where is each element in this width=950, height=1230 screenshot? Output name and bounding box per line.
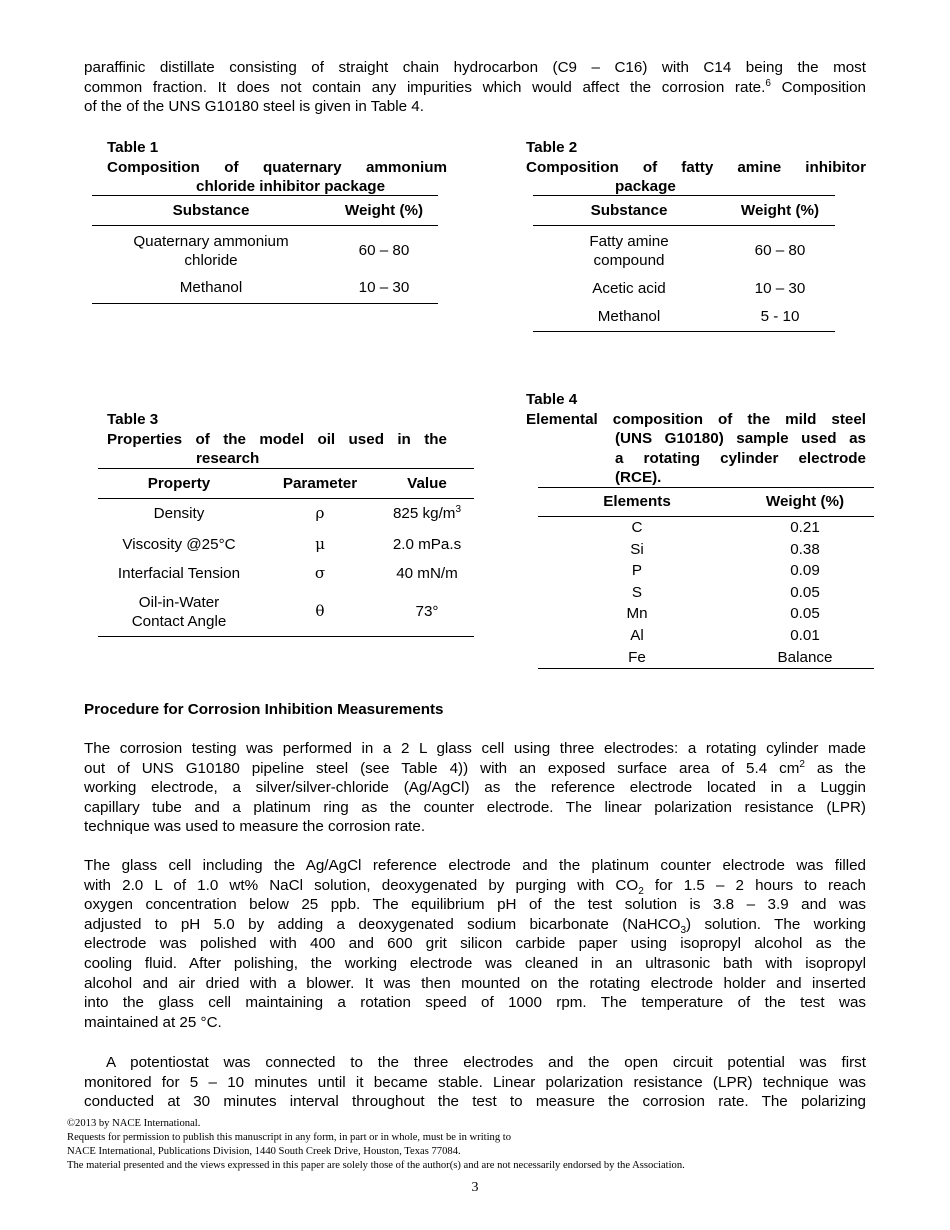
table-row: [538, 603, 874, 625]
table-cell: 0.05: [790, 583, 820, 601]
table-cell: 825 $kg/m^3$: [392, 504, 462, 523]
table-header-cell: Weight (%): [740, 201, 820, 219]
table-header-cell: Value: [407, 474, 447, 492]
table-header-cell: Weight (%): [344, 201, 424, 219]
paragraph-line: out of UNS G10180 pipeline steel (see Table 4)) with an exposed surface area of 5.4 $cm^2$ as the: [84, 758, 866, 777]
footer-line: NACE International, Publications Division, 1440 South Creek Drive, Houston, Texas 77084.: [67, 1146, 461, 1157]
table-cell: 0.21: [790, 519, 820, 536]
table-row: [533, 226, 835, 274]
table-cell: Balance: [777, 648, 833, 666]
paragraph-line: into the glass cell maintaining a rotation speed of 1000 rpm. The temperature of the test was: [84, 994, 866, 1012]
paragraph-line: technique was used to measure the corrosion rate.: [84, 818, 426, 836]
table-1-label: Table 1: [107, 139, 159, 156]
page-number: 3: [471, 1180, 479, 1195]
table-row: [538, 582, 874, 604]
paragraph-line: A potentiostat was connected to the three electrodes and the open circuit potential was first: [106, 1054, 866, 1071]
table-cell: Density: [153, 505, 205, 523]
table-4-caption-line-2: (UNS G10180) sample used as: [615, 430, 866, 448]
table-2: [533, 195, 835, 332]
table-row: [533, 274, 835, 304]
table-row: [98, 589, 474, 637]
table-cell: θ: [315, 602, 325, 621]
table-2-caption: [526, 138, 866, 197]
table-1-caption-line-2: chloride inhibitor package: [196, 178, 386, 196]
table-cell: S: [631, 583, 643, 601]
table-cell: Methanol: [597, 308, 661, 326]
table-header-row: [538, 488, 874, 517]
table-cell: 2.0 mPa.s: [392, 535, 462, 553]
table-cell: 73°: [415, 603, 439, 621]
paragraph-line: capillary tube and a platinum ring as the counter electrode. The linear polarization resistance (LPR): [84, 798, 866, 816]
intro-line-3: of the of the UNS G10180 steel is given in Table 4.: [84, 98, 424, 116]
table-row: [538, 625, 874, 647]
paragraph-line: electrode was polished with 400 and 600 grit silicon carbide paper using isopropyl alcohol as the: [84, 935, 866, 953]
footer-copyright: ©2013 by NACE International.: [67, 1118, 201, 1129]
table-row: [538, 539, 874, 561]
paragraph-line: maintained at 25 °C.: [84, 1013, 222, 1031]
table-header-row: [533, 196, 835, 226]
table-4-caption-line-1: Elemental composition of the mild steel: [526, 410, 866, 428]
table-cell: 10 – 30: [754, 279, 806, 297]
footer-line: The material presented and the views expressed in this paper are solely those of the author(s) and are not necessarily endorsed by the Association.: [67, 1160, 685, 1171]
table-cell: 0.05: [790, 605, 820, 623]
table-cell: Al: [630, 626, 644, 644]
intro-line-1: paraffinic distillate consisting of straight chain hydrocarbon (C9 – C16) with C14 being the most: [84, 59, 866, 76]
table-cell: 60 – 80: [358, 242, 410, 260]
paragraph-line: The corrosion testing was performed in a 2 L glass cell using three electrodes: a rotating cylinder made: [84, 740, 866, 757]
table-header-cell: Parameter: [282, 474, 358, 492]
table-cell: σ: [314, 564, 326, 583]
footer-line: Requests for permission to publish this manuscript in any form, in part or in whole, must be in writing to: [67, 1132, 512, 1143]
table-cell: 0.38: [790, 540, 820, 558]
table-cell: 40 mN/m: [396, 565, 458, 583]
table-row: [92, 274, 438, 304]
table-2-caption-line-1: Composition of fatty amine inhibitor: [526, 158, 866, 176]
table-header-row: [92, 196, 438, 226]
table-cell: Oil-in-Water Contact Angle: [131, 593, 227, 631]
table-cell: 60 – 80: [754, 242, 806, 260]
table-cell: C: [631, 519, 643, 536]
table-cell: Quaternary ammonium chloride: [133, 232, 289, 270]
table-1-caption: [107, 138, 447, 197]
intro-line-2: common fraction. It does not contain any impurities which would affect the corrosion rate.$^6$ Composition: [84, 77, 866, 96]
table-row: [98, 560, 474, 589]
table-3-caption-line-1: Properties of the model oil used in the: [107, 430, 447, 448]
paragraph-line: monitored for 5 – 10 minutes until it became stable. Linear polarization resistance (LPR) technique was: [84, 1073, 866, 1091]
table-row: [98, 530, 474, 560]
table-3: [98, 468, 474, 637]
table-3-label: Table 3: [107, 411, 159, 428]
table-cell: Fatty amine compound: [589, 232, 669, 270]
paragraph-line: alcohol and air dried with a blower. It was then mounted on the rotating electrode holder and inserted: [84, 974, 866, 992]
table-cell: Viscosity @25°C: [122, 535, 236, 553]
table-row: [538, 647, 874, 669]
table-cell: Interfacial Tension: [117, 565, 241, 583]
table-cell: P: [631, 562, 643, 580]
table-cell: ρ: [315, 504, 325, 523]
table-3-caption-line-2: research: [196, 450, 260, 468]
table-cell: Fe: [628, 648, 646, 666]
paragraph-line: with 2.0 L of 1.0 wt% NaCl solution, deoxygenated by purging with $CO_2$ for 1.5 – 2 hours to reach: [84, 876, 867, 897]
table-4-label: Table 4: [526, 391, 578, 408]
table-cell: μ: [315, 534, 325, 553]
table-2-label: Table 2: [526, 139, 578, 156]
table-cell: Methanol: [179, 279, 243, 297]
table-4-caption-line-3: a rotating cylinder electrode: [615, 449, 866, 467]
table-row: [92, 226, 438, 274]
paragraph-1: [84, 739, 866, 837]
table-1: [92, 195, 438, 304]
table-cell: Acetic acid: [592, 279, 666, 297]
table-cell: Mn: [626, 605, 648, 623]
table-header-cell: Substance: [172, 201, 250, 219]
intro-paragraph: [84, 58, 866, 117]
paragraph-3: [84, 1053, 866, 1112]
table-1-caption-line-1: Composition of quaternary ammonium: [107, 158, 447, 176]
table-header-cell: Weight (%): [765, 493, 845, 511]
table-4-caption: [526, 390, 866, 488]
table-header-cell: Elements: [603, 493, 671, 511]
table-row: [98, 499, 474, 530]
paragraph-line: The glass cell including the Ag/AgCl reference electrode and the platinum counter electrode was filled: [84, 857, 866, 874]
table-row: [538, 560, 874, 582]
table-cell: 10 – 30: [358, 279, 410, 297]
footer: [67, 1117, 867, 1173]
paragraph-line: working electrode, a silver/silver-chloride (Ag/AgCl) as the reference electrode located in a Luggin: [84, 779, 866, 797]
paragraph-line: adjusted to pH 5.0 by adding a deoxygenated sodium bicarbonate (NaHCO$_3$) solution. The working: [84, 915, 866, 936]
section-heading: Procedure for Corrosion Inhibition Measurements: [84, 701, 444, 718]
table-header-row: [98, 469, 474, 499]
table-row: [538, 517, 874, 539]
table-2-caption-line-2: package: [615, 178, 676, 196]
table-4: [538, 487, 874, 669]
table-row: [533, 304, 835, 332]
table-cell: Si: [630, 540, 644, 558]
paragraph-line: cooling fluid. After polishing, the working electrode was cleaned in an ultrasonic bath with isopropyl: [84, 954, 866, 972]
table-header-cell: Substance: [590, 201, 668, 219]
table-cell: 0.01: [790, 626, 820, 644]
table-cell: 5 - 10: [760, 308, 800, 326]
paragraph-line: conducted at 30 minutes interval throughout the test to measure the corrosion rate. The polarizing: [84, 1093, 866, 1111]
paragraph-line: oxygen concentration below 25 ppb. The equilibrium pH of the test solution is 3.8 – 3.9 and was: [84, 896, 866, 914]
table-cell: 0.09: [790, 562, 820, 580]
table-header-cell: Property: [147, 474, 211, 492]
paragraph-2: [84, 856, 866, 1032]
table-3-caption: [107, 410, 447, 469]
table-4-caption-line-4: (RCE).: [615, 469, 662, 487]
